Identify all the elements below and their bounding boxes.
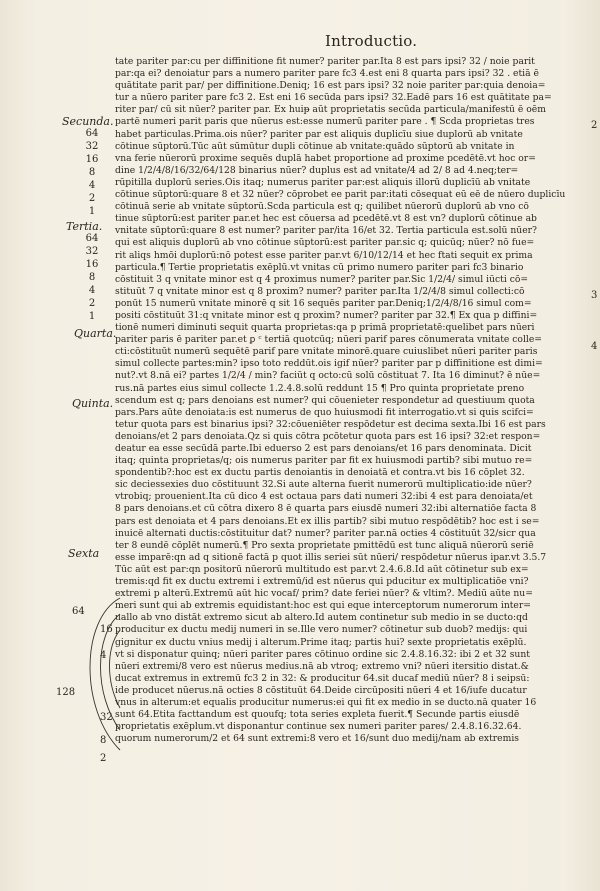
- text-line: quorum numerorum/2 et 64 sunt extremi:8 vero et 16/sunt duo medij/nam ab extremis: [115, 733, 519, 745]
- margin-number: 1: [88, 206, 96, 217]
- text-line: 8 pars denoians.et cū cōtra dixero 8 ē quarta pars eiusdē numeri 32:ibi alternatiōe facta 8: [115, 503, 537, 515]
- text-line: vnitate sūptorū:quare 8 est numer? pariter par/ita 16/et 32. Tertia particula est.solū nūer?: [115, 225, 537, 237]
- text-line: inuicē alternati ductis:cōstituitur dat? numer? pariter par.nā octies 4 cōstituūt 32/sicr qua: [115, 527, 536, 539]
- arc-number: 2: [100, 753, 107, 764]
- text-line: sunt 64.Etita facttandum est quoufq; tota series expleta fuerit.¶ Secunde partis eiusdē: [115, 709, 520, 721]
- text-line: meri sunt qui ab extremis equidistant:hoc est qui eque interceptorum numerorum inter=: [115, 600, 531, 612]
- text-line: vna ferie nūerorū proxime sequēs duplā habet proportione ad proxime pcedētē.vt hoc or=: [115, 152, 536, 164]
- text-line: rus.nā partes eius simul collecte 1.2.4.8.solū reddunt 15 ¶ Pro quinta proprietate preno: [115, 382, 525, 394]
- text-line: producitur ex ductu medij numeri in se.Ille vero numer? cōtinetur sub duob? medijs: qui: [115, 624, 528, 636]
- margin-number: 32: [85, 141, 99, 152]
- margin-label-quarta: Quarta.: [74, 327, 117, 340]
- text-line: tur a nūero pariter pare fc3 2. Est eni 16 secūda pars ipsi? 32.Eadē pars 16 est quātitate pa=: [115, 92, 552, 104]
- margin-label-sexta: Sexta: [68, 547, 100, 560]
- text-line: dine 1/2/4/8/16/32/64/128 binarius nūer? duplus est ad vnitate/4 ad 2/ 8 ad 4.neq;ter=: [115, 164, 519, 176]
- margin-number: 8: [88, 167, 96, 178]
- text-line: itaq; quinta proprietas/q; ois numerus pariter par fit ex huiusmodi partib? sibi mutuo re=: [115, 455, 533, 467]
- margin-label-tertia: Tertia.: [66, 220, 103, 233]
- arc-number: 32: [100, 712, 113, 723]
- margin-number: 4: [88, 285, 96, 296]
- text-line: extremi p alterū.Extremū aūt hic vocaf/ prim? date feriei nūer? & vltim?. Mediū aūte nu=: [115, 588, 533, 600]
- arc-number: 8: [100, 735, 107, 746]
- text-line: vnus in alterum:et equalis producitur numerus:ei qui fit ex medio in se ducto.nā quater 16: [115, 696, 537, 708]
- text-line: par:qa ei? denoiatur pars a numero pariter pare fc3 4.est eni 8 quarta pars ipsi? 32 . etiā ē: [115, 68, 539, 80]
- margin-number: 32: [85, 246, 99, 257]
- text-line: ponūt 15 numerū vnitate minorē q sit 16 sequēs pariter par.Deniq;1/2/4/8/16 simul com=: [115, 297, 532, 309]
- margin-number: 8: [88, 272, 96, 283]
- text-line: particula.¶ Tertie proprietatis exēplū.vt vnitas cū primo numero pariter pari fc3 binario: [115, 261, 524, 273]
- text-line: ducat extremus in extremū fc3 2 in 32: & producitur 64.sit ducaf mediū nūer? 8 i seipsū:: [115, 672, 530, 684]
- text-line: pariter paris ē pariter par.et ꝑ ᶜ tertiā quotcūq; nūeri parif pares cōnumerata vnitate colle=: [115, 334, 542, 346]
- arc-number: 4: [100, 650, 107, 661]
- right-margin-mark: 2: [591, 120, 598, 131]
- text-line: cōtinue sūptorū.Tūc aūt sūmūtur dupli cōtinue ab vnitate:quādo sūptorū ab vnitate in: [115, 140, 515, 152]
- text-line: tionē numeri diminuti sequit quarta proprietas:qa p primā proprietatē:quelibet pars nūeri: [115, 322, 535, 334]
- text-line: vt si disponatur quinq; nūeri pariter pares cōtinuo ordine sic 2.4.8.16.32: ibi 2 et 32 sunt: [115, 648, 530, 660]
- arc-inner: [110, 630, 121, 708]
- margin-number: 1: [88, 311, 96, 322]
- text-line: sic deciessexies duo cōstituunt 32.Si aute alterna fuerit numerorū multiplicatio:ide nūer?: [115, 479, 532, 491]
- right-margin-mark: 4: [591, 341, 598, 352]
- arc-number: 16: [100, 624, 113, 635]
- right-margin-mark: 3: [591, 290, 598, 301]
- text-line: stituūt 7 q vnitate minor est q 8 proxim? numer? pariter par.Ita 1/2/4/8 simul collecti:cō: [115, 285, 525, 297]
- text-line: tremis:qd fit ex ductu extremi i extremū/id est nūerus qui pducitur ex multiplicatiōe vni?: [115, 576, 529, 588]
- text-line: deatur ea esse secūdā parte.Ibi eduerso 2 est pars denoians/et 16 pars denominata. Dicit: [115, 443, 532, 454]
- margin-number: 4: [88, 180, 96, 191]
- text-line: tetur quota pars est binarius ipsi? 32:cōueniēter respōdetur est decima sexta.Ibi 16 est pars: [115, 418, 546, 430]
- text-line: partē numeri parit paris que nūerus est:esse numerū pariter pare . ¶ Scda proprietas tres: [115, 116, 535, 128]
- text-line: cōtinue sūptorū:quare 8 et 32 nūer? cōprobet ee parit par:itati cōsequat eū eē de nūero duplicīu: [115, 189, 566, 201]
- text-line: pars est denoiata et 4 pars denoians.Et ex illis partib? sibi mutuo respōdētib? hoc est i se=: [115, 515, 540, 527]
- margin-number: 64: [85, 233, 99, 244]
- margin-number: 64: [85, 128, 99, 139]
- text-line: spondentib?:hoc est ex ductu partis denoiantis in denoiatā et contra.vt bis 16 cōplet 32.: [115, 467, 525, 479]
- text-line: rūpitilla duplorū series.Ois itaq; numerus pariter par:est aliquis illorū duplicīū ab vnitate: [115, 176, 531, 188]
- text-line: uallo ab vno distāt extremo sicut ab altero.Id autem continetur sub medio in se ducto:qd: [115, 612, 528, 624]
- text-line: nūeri extremi/8 vero est nūerus medius.nā ab vtroq; extremo vni? nūeri itersitio distat.&: [115, 660, 529, 672]
- margin-label-quinta: Quinta.: [72, 397, 114, 410]
- margin-number: 2: [88, 193, 96, 204]
- text-line: esse imparē:qn ad q sitionē factā p quot illis seriei sūt nūeri/ respōdetur nūerus ipar.vt 3.5.7: [115, 551, 547, 563]
- text-line: ter 8 eundē cōplēt numerū.¶ Pro sexta proprietate pmittēdū est tunc aliquā nūerorū seriē: [115, 539, 534, 551]
- text-line: proprietatis exēplum.vt disponantur continue sex numeri pariter pares/ 2.4.8.16.32.64.: [115, 721, 522, 733]
- margin-number: 16: [85, 259, 99, 270]
- text-line: cti:cōstituūt numerū sequētē parif pare vnitate minorē.quare cuiuslibet nūeri pariter paris: [115, 346, 538, 358]
- text-line: Tūc aūt est par:qn positorū nūerorū multitudo est par.vt 2.4.6.8.Id aūt cōtinetur sub ex=: [115, 563, 529, 575]
- text-line: denoians/et 2 pars denoiata.Qz si quis cōtra pcōtetur quota pars est 16 ipsi? 32:et respon=: [115, 430, 541, 442]
- text-line: nut?.vt 8.nā ei? partes 1/2/4 / min? faciūt q octo:cū solū cōstituat 7. Ita 16 diminut? ē nūe=: [115, 370, 541, 382]
- text-line: ide producet nūerus.nā octies 8 cōstituūt 64.Deide circūpositi nūeri 4 et 16/iufe ducatur: [115, 684, 527, 696]
- arc-outer: [90, 598, 120, 750]
- text-line: riter par/ cū sit nūer? pariter par. Ex huiᵽ aūt proprietatis secūda particula/manifestū ē oēm: [115, 104, 546, 116]
- text-line: quātitate parit par/ per diffinitione.Deniq; 16 est pars ipsi? 32 noie pariter par:quia denoia=: [115, 80, 546, 92]
- text-line: simul collecte partes:min? ipso toto reddūt.ois igif nūer? pariter par p diffinitione est dimi=: [115, 358, 543, 370]
- margin-label-secunda: Secunda.: [62, 115, 114, 128]
- text-line: tinue sūptorū:est pariter par.et hec est cōuersa ad pcedētē.vt 8 est vn? duplorū cōtinue ab: [115, 213, 537, 225]
- text-line: gignitur ex ductu vnius medij i alterum.Prime itaq; partis hui? sexte proprietatis exēplū.: [115, 636, 527, 648]
- text-line: qui est aliquis duplorū ab vno cōtinue sūptorū:est pariter par.sic q; quicūq; nūer? nō fue=: [115, 237, 535, 249]
- text-line: cōstituit 3 q vnitate minor est q 4 proximus numer? pariter par.Sic 1/2/4/ simul iūcti cō=: [115, 273, 529, 285]
- text-line: tate pariter par:cu per diffinitione fit numer? pariter par.Ita 8 est pars ipsi? 32 / noie parit: [115, 56, 535, 67]
- text-line: pars.Pars aūte denoiata:is est numerus de quo huiusmodi fit interrogatio.vt si quis scifci=: [115, 406, 534, 418]
- margin-number: 16: [85, 154, 99, 165]
- page-title: Introductio.: [325, 32, 418, 50]
- text-line: cōtinuā serie ab vnitate sūptorū.Scda particula est q; quilibet nūerorū duplorū ab vno cō: [115, 201, 529, 213]
- text-line: scendum est q; pars denoians est numer? qui cōuenieter respondetur ad questiuum quota: [115, 394, 535, 406]
- text-line: habet particulas.Prima.ois nūer? pariter par est aliquis duplicīu siue duplorū ab vnitate: [115, 128, 523, 140]
- arc-number: 128: [56, 687, 76, 698]
- text-line: vtrobiq; prouenient.Ita cū dico 4 est octaua pars dati numeri 32:ibi 4 est para denoiata/et: [115, 491, 533, 503]
- margin-number: 2: [88, 298, 96, 309]
- text-line: rit aliqs hmōi duplorū:nō potest esse pariter par.vt 6/10/12/14 et hec ftati sequit ex prima: [115, 249, 533, 261]
- text-line: positi cōstituūt 31:q vnitate minor est q proxim? numer? pariter par 32.¶ Ex qua p diffini=: [115, 309, 538, 321]
- arc-number: 64: [72, 606, 85, 617]
